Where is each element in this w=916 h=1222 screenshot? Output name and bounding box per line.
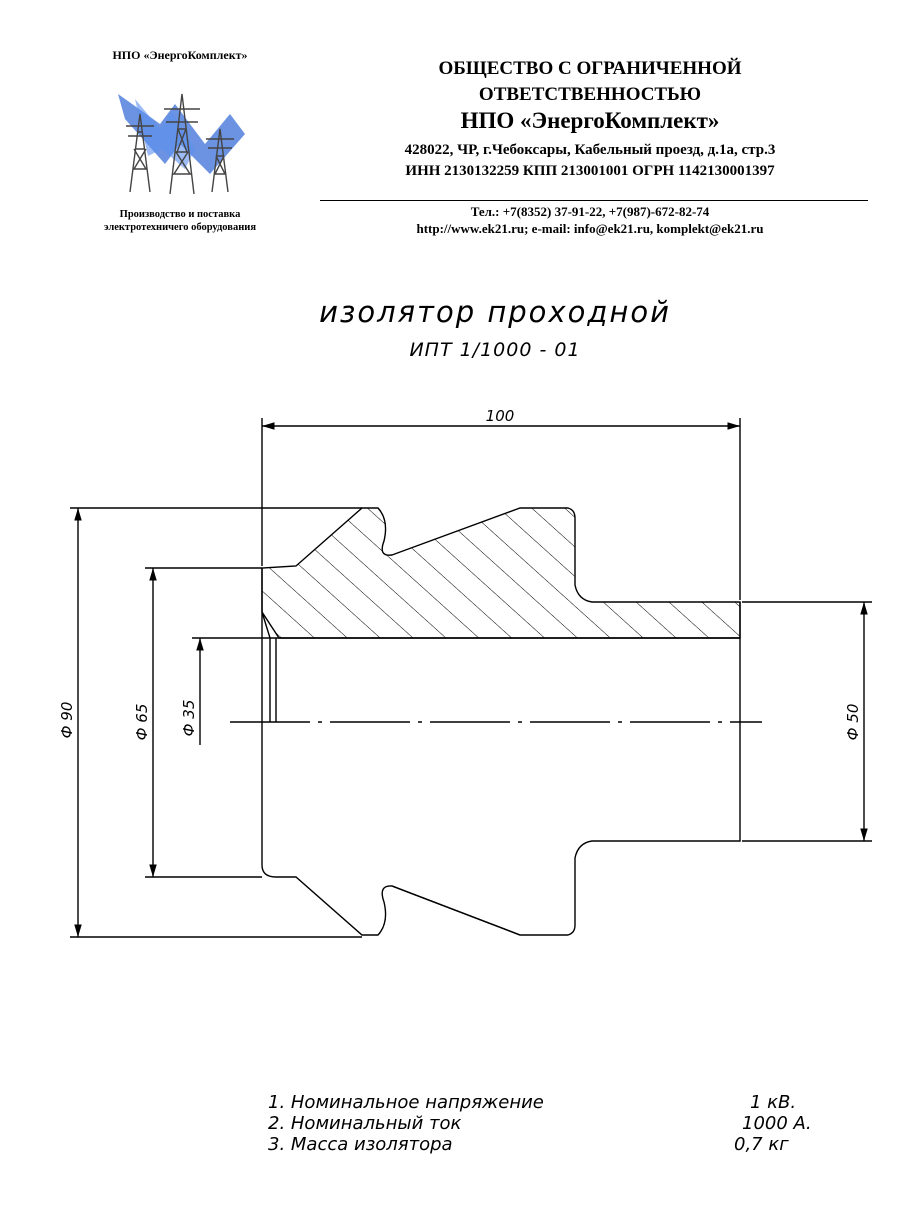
spec-name: 3. Масса изолятора	[268, 1134, 453, 1155]
spec-value: 1000 А.	[742, 1113, 812, 1134]
org-address: 428022, ЧР, г.Чебоксары, Кабельный проезд, д.1а, стр.3	[404, 142, 776, 158]
spec-row	[268, 1134, 828, 1155]
logo-tagline	[60, 208, 300, 234]
org-line2: ОТВЕТСТВЕННОСТЬЮ	[478, 84, 702, 105]
org-web: http://www.ek21.ru; e-mail: info@ek21.ru, komplekt@ek21.ru	[416, 221, 764, 236]
dim-label-d65: Ф 65	[133, 703, 151, 741]
org-ids: ИНН 2130132259 КПП 213001001 ОГРН 1142130001397	[405, 163, 775, 179]
company-logo	[100, 74, 260, 199]
logo-tagline-line1: Производство и поставка	[119, 209, 241, 220]
upper-section-hatched	[262, 508, 740, 638]
org-phone: Тел.: +7(8352) 37-91-22, +7(987)-672-82-74	[470, 204, 710, 219]
spec-name: 1. Номинальное напряжение	[268, 1092, 544, 1113]
dim-label-d50: Ф 50	[844, 703, 862, 741]
dim-label-length: 100	[485, 407, 515, 425]
header-divider	[320, 200, 868, 201]
dim-label-d90: Ф 90	[58, 701, 76, 739]
dim-label-d35: Ф 35	[180, 699, 198, 737]
spec-name: 2. Номинальный ток	[268, 1113, 462, 1134]
logo-caption: НПО «ЭнергоКомплект»	[112, 48, 248, 62]
spec-value: 1 кВ.	[750, 1092, 797, 1113]
insulator-drawing	[0, 395, 916, 955]
document-title: изолятор проходной	[319, 295, 671, 329]
spec-row	[268, 1092, 828, 1113]
org-name: НПО «ЭнергоКомплект»	[460, 108, 720, 133]
specifications-list	[268, 1092, 828, 1155]
logo-tagline-line2: электротехничего оборудования	[103, 222, 256, 233]
document-model: ИПТ 1/1000 - 01	[409, 339, 581, 361]
spec-row	[268, 1113, 828, 1134]
org-line1: ОБЩЕСТВО С ОГРАНИЧЕННОЙ	[438, 58, 742, 79]
spec-value: 0,7 кг	[734, 1134, 789, 1155]
